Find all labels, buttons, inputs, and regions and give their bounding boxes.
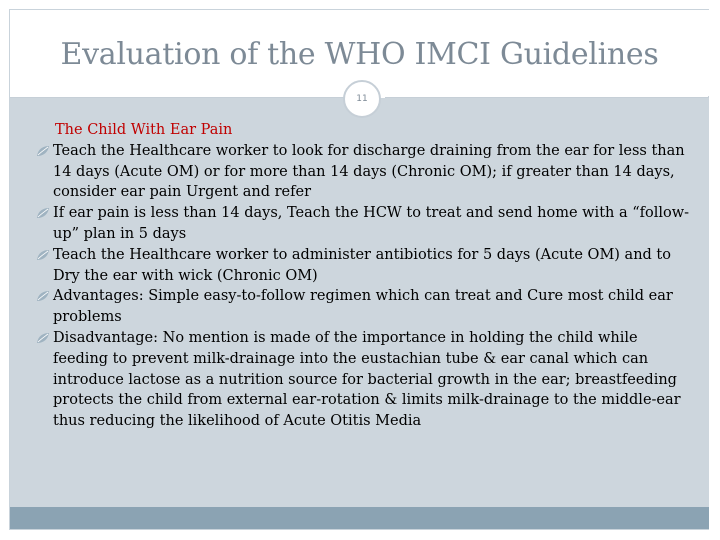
bullet-text: Teach the Healthcare worker to look for discharge draining from the ear for less than 14 days (Acute OM) or for more than 14 days (Chronic OM); if greater than 14 days, consider ear pain Urgent and refer [53,142,685,201]
bullet-item [36,286,696,328]
leaf-bullet-icon [36,207,50,220]
subheading: The Child With Ear Pain [55,122,233,138]
bullet-list [36,141,696,432]
bullet-text: If ear pain is less than 14 days, Teach the HCW to treat and send home with a “follow-up” plan in 5 days [53,205,690,242]
slide-number: 11 [356,94,368,104]
footer-band [10,507,709,529]
leaf-bullet-icon [36,290,50,303]
slide-content [36,120,696,432]
bullet-item [36,328,696,432]
bullet-text: Teach the Healthcare worker to administer antibiotics for 5 days (Acute OM) and to Dry the ear with wick (Chronic OM) [53,246,671,284]
leaf-bullet-icon [36,332,50,345]
slide-number-badge [343,80,381,118]
bullet-item [36,245,696,287]
bullet-item [36,141,696,203]
leaf-bullet-icon [36,249,50,262]
slide-title: Evaluation of the WHO IMCI Guidelines [60,37,659,72]
leaf-bullet-icon [36,145,50,158]
bullet-text: Advantages: Simple easy-to-follow regimen which can treat and Cure most child ear problems [53,288,673,326]
bullet-text: Disadvantage: No mention is made of the importance in holding the child while feeding to prevent milk-drainage into the eustachian tube & ear canal which can introduce lactose as a nutrition source for bacterial growth in the ear; breastfeeding protects the child from external ear-rotation & limits milk-drainage to the middle-ear thus reducing the likelihood of Acute Otitis Media [53,329,681,430]
bullet-item [36,203,696,245]
